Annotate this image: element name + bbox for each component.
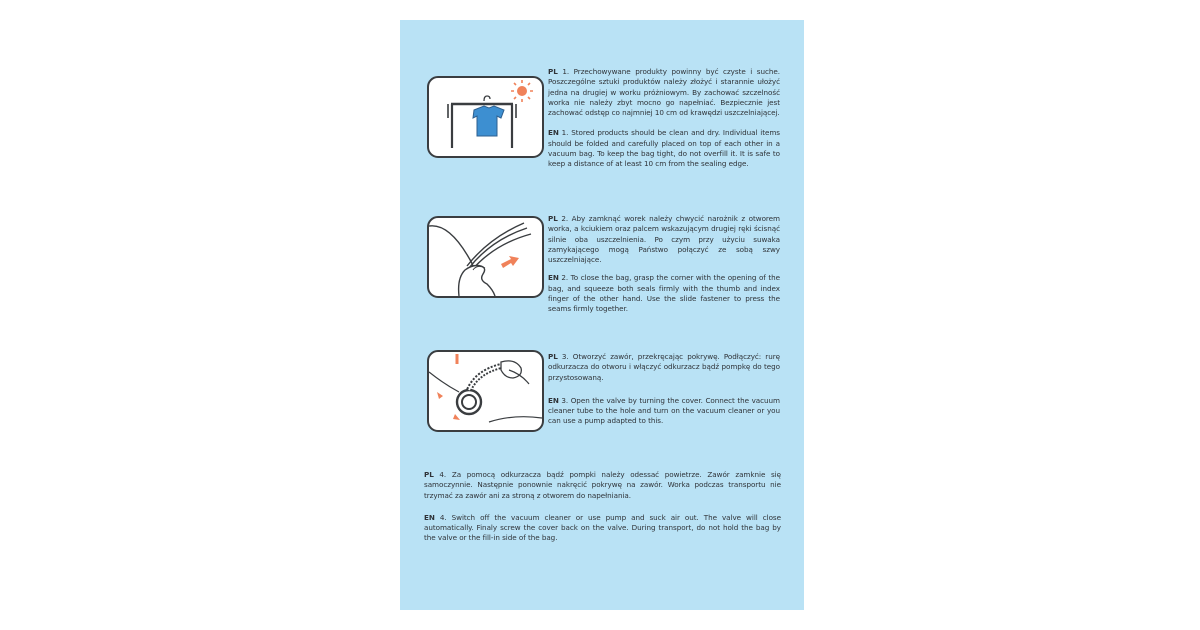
step-4-pl-text: 4. Za pomocą odkurzacza bądź pompki należy odessać powietrze. Zawór zamknie się samoczynnie. Następnie ponownie nakręcić pokrywę na zawór. Worka podczas transportu nie trzymać za zawór ani za stroną z otworem do napełniania. — [424, 470, 781, 500]
instruction-leaflet — [400, 20, 804, 610]
step-3-en-paragraph — [548, 396, 780, 427]
pl-language-code: PL — [548, 352, 558, 361]
step-3-pl-text: 3. Otworzyć zawór, przekręcając pokrywę. Podłączyć: rurę odkurzacza do otworu i włączyć odkurzacz bądź pompkę do tego przystosowaną. — [548, 352, 780, 382]
step-1-illustration — [427, 76, 544, 158]
hand-seal-icon — [429, 218, 542, 296]
step-1-en-text: 1. Stored products should be clean and dry. Individual items should be folded and carefully placed on top of each other in a vacuum bag. To keep the bag tight, do not overfill it. It is safe to keep a distance of at least 10 cm from the sealing edge. — [548, 128, 780, 169]
step-4-text — [424, 470, 781, 544]
vacuum-valve-icon — [429, 352, 542, 430]
pl-language-code: PL — [548, 67, 558, 76]
step-1-en-paragraph — [548, 128, 780, 169]
step-1-pl-text: 1. Przechowywane produkty powinny być czyste i suche. Poszczególne sztuki produktów należy złożyć i starannie ułożyć jedna na drugiej w worku próżniowym. By zachować szczelność worka nie należy zbyt mocno go napełniać. Bezpiecznie jest zachować odstęp co najmniej 10 cm od krawędzi uszczelniającej. — [548, 67, 780, 118]
en-language-code: EN — [548, 395, 559, 405]
en-language-code: EN — [548, 273, 559, 283]
step-2-illustration — [427, 216, 544, 298]
step-3-text — [548, 352, 780, 427]
step-4-en-paragraph — [424, 513, 781, 544]
step-2-en-text: 2. To close the bag, grasp the corner with the opening of the bag, and squeeze both seals firmly with the thumb and index finger of the other hand. Use the slide fastener to press the seams firmly together. — [548, 273, 780, 314]
pl-language-code: PL — [548, 214, 558, 223]
step-2-text — [548, 214, 780, 315]
step-2-en-paragraph — [548, 273, 780, 314]
step-2-pl-text: 2. Aby zamknąć worek należy chwycić narożnik z otworem worka, a kciukiem oraz palcem wskazującym drugiej ręki ścisnąć silnie oba uszczelnienia. Po czym przy użyciu suwaka zamykającego mogą Państwo połączyć ze sobą szwy uszczelniające. — [548, 214, 780, 265]
step-3-en-text: 3. Open the valve by turning the cover. Connect the vacuum cleaner tube to the hole and turn on the vacuum cleaner or you can use a pump adapted to this. — [548, 395, 780, 426]
step-2-pl-paragraph — [548, 214, 780, 265]
step-1-pl-paragraph — [548, 67, 780, 118]
en-language-code: EN — [548, 128, 559, 138]
step-3-illustration — [427, 350, 544, 432]
en-language-code: EN — [424, 512, 435, 522]
step-3-pl-paragraph — [548, 352, 780, 383]
step-1-text — [548, 67, 780, 170]
pl-language-code: PL — [424, 470, 434, 479]
clothes-hanger-sun-icon — [429, 78, 542, 156]
step-4-pl-paragraph — [424, 470, 781, 501]
step-4-en-text: 4. Switch off the vacuum cleaner or use pump and suck air out. The valve will close automatically. Finaly screw the cover back on the valve. During transport, do not hold the bag by the valve or the fill-in side of the bag. — [424, 512, 781, 543]
